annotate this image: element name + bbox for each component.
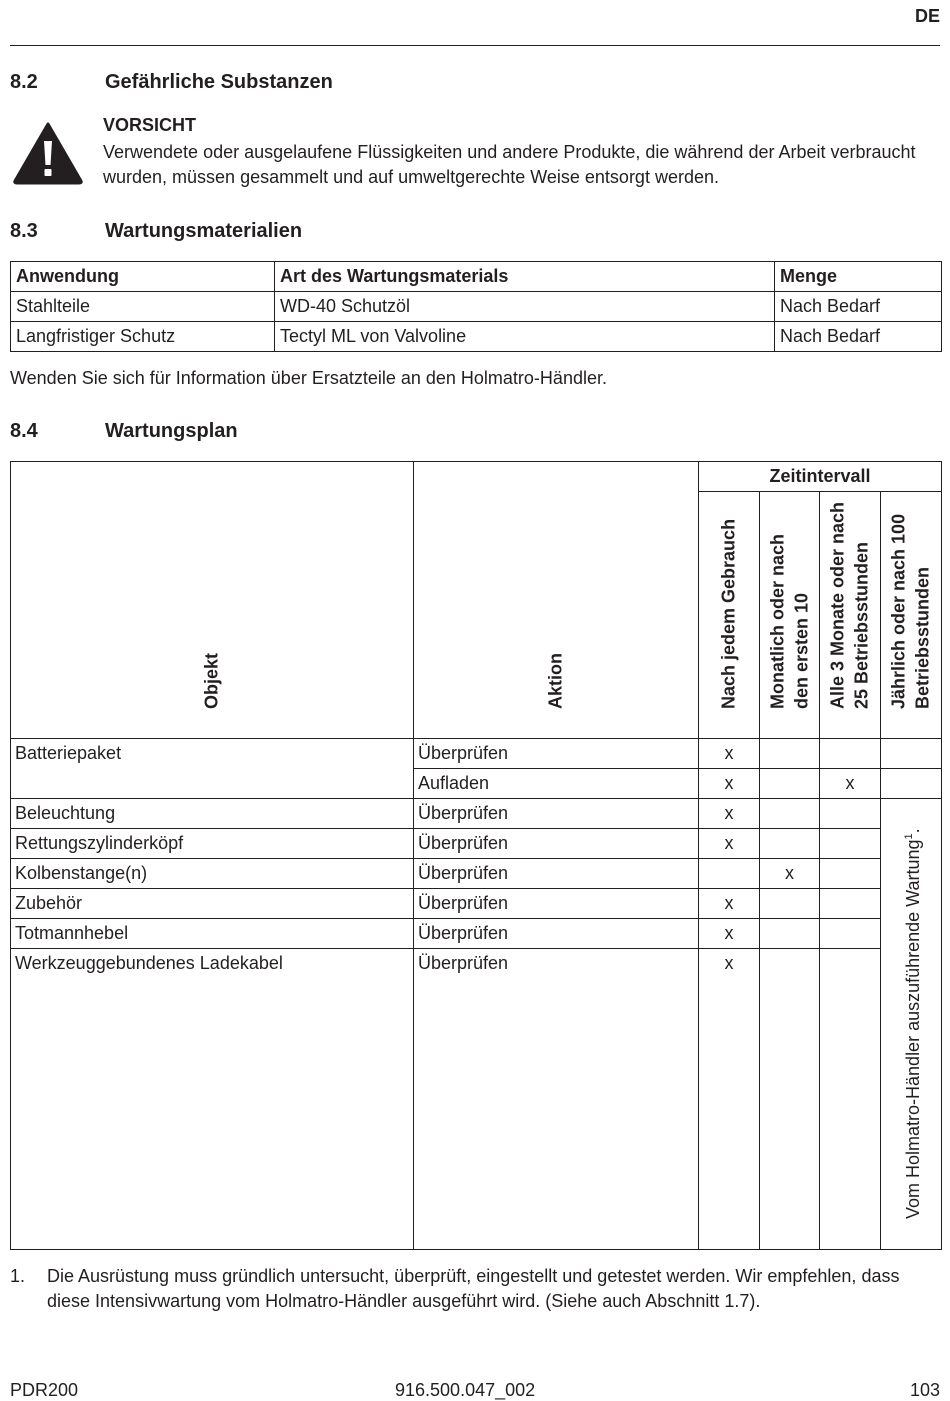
column-header-object [11,462,414,739]
mark-cell: x [820,769,881,799]
mark-cell [760,919,820,949]
interval-label: Jährlich oder nach 100 [888,513,909,709]
language-code: DE [914,6,940,26]
action-cell: Überprüfen [414,829,699,859]
mark-cell [760,769,820,799]
interval-column-header [699,492,760,739]
mark-cell [760,829,820,859]
interval-label: Betriebsstunden [912,566,933,709]
table-row [11,859,942,889]
interval-label: Nach jedem Gebrauch [718,518,739,709]
mark-cell: x [699,919,760,949]
table-row [11,322,942,352]
table-cell: WD-40 Schutzöl [275,292,775,322]
action-cell: Überprüfen [414,919,699,949]
mark-cell [820,919,881,949]
section-number: 8.4 [10,420,38,442]
mark-cell: x [760,859,820,889]
interval-header: Zeitintervall [699,462,942,492]
column-header: Anwendung [11,262,275,292]
footnote [10,1264,910,1344]
table-row [11,919,942,949]
warning-triangle-icon [12,121,84,190]
interval-column-header [820,492,881,739]
mark-cell [820,889,881,919]
mark-cell [820,739,881,769]
table-header-row [11,462,942,492]
table-cell: Tectyl ML von Valvoline [275,322,775,352]
table-row [11,829,942,859]
mark-cell: x [699,769,760,799]
interval-label: den ersten 10 [791,592,811,709]
table-row [11,292,942,322]
footer-model: PDR200 [10,1380,79,1400]
annual-note-text: Vom Holmatro-Händler auszuführende Wartung [903,839,924,1219]
column-header-label: Aktion [545,653,566,709]
warning-title: VORSICHT [103,115,197,135]
section-title: Gefährliche Substanzen [105,71,333,93]
table-row [11,739,942,769]
mark-cell: x [699,829,760,859]
action-cell: Aufladen [414,769,699,799]
column-header: Menge [775,262,942,292]
column-header-label: Objekt [201,652,222,709]
mark-cell: x [699,799,760,829]
annual-note-end: . [903,828,924,834]
action-cell: Überprüfen [414,859,699,889]
mark-cell [881,739,942,769]
footer-page-number: 103 [909,1380,940,1400]
mark-cell [820,799,881,829]
maintenance-plan-table [10,461,942,1250]
table-header-row [11,262,942,292]
column-header: Art des Wartungsmaterials [275,262,775,292]
footnote-text: Die Ausrüstung muss gründlich untersucht, überprüft, eingestellt und getestet werden. Wir empfehlen, dass diese Intensivwartung vom Holmatro-Händler ausgeführt wird. (Siehe auch Abschnitt 1.7). [47,1266,900,1311]
mark-cell: x [699,739,760,769]
action-cell: Überprüfen [414,739,699,769]
annual-maintenance-note [898,828,924,1219]
action-cell: Überprüfen [414,949,699,1250]
interval-column-header [881,492,942,739]
section-title: Wartungsmaterialien [105,220,303,242]
column-header-action [414,462,699,739]
mark-cell [699,859,760,889]
action-cell: Überprüfen [414,889,699,919]
mark-cell [820,859,881,889]
object-cell: Batteriepaket [11,739,414,799]
mark-cell [881,769,942,799]
table-cell: Stahlteile [11,292,275,322]
mark-cell: x [699,949,760,1250]
object-cell: Totmannhebel [11,919,414,949]
mark-cell [760,949,820,1250]
object-cell: Kolbenstange(n) [11,859,414,889]
annual-maintenance-note-cell [881,799,942,1250]
footer-doc-number: 916.500.047_002 [395,1380,536,1400]
warning-text: Verwendete oder ausgelaufene Flüssigkeiten und andere Produkte, die während der Arbeit verbraucht wurden, müssen gesammelt und auf umweltgerechte Weise entsorgt werden. [103,142,916,187]
object-cell: Beleuchtung [11,799,414,829]
mark-cell [820,829,881,859]
section-heading-8-3 [10,220,510,246]
interval-label: Alle 3 Monate oder nach [827,501,848,709]
interval-label: Monatlich oder nach [767,533,787,709]
mark-cell [760,889,820,919]
section-heading-8-4 [10,420,510,446]
object-cell: Werkzeuggebundenes Ladekabel [11,949,414,1250]
table-cell: Langfristiger Schutz [11,322,275,352]
footnote-number: 1. [10,1266,26,1286]
mark-cell [760,739,820,769]
mark-cell: x [699,889,760,919]
section-title: Wartungsplan [105,420,238,442]
spare-parts-note: Wenden Sie sich für Information über Ersatzteile an den Holmatro-Händler. [10,368,607,388]
table-cell: Nach Bedarf [775,292,942,322]
header-divider [10,45,940,46]
table-row [11,889,942,919]
section-number: 8.2 [10,71,38,93]
table-row [11,799,942,829]
materials-table [10,261,942,352]
section-number: 8.3 [10,220,38,242]
mark-cell [820,949,881,1250]
action-cell: Überprüfen [414,799,699,829]
section-heading-8-2 [10,71,510,97]
table-cell: Nach Bedarf [775,322,942,352]
interval-column-header [760,492,820,739]
interval-label: 25 Betriebsstunden [851,541,872,709]
object-cell: Zubehör [11,889,414,919]
footnote-ref: 1 [903,833,916,840]
object-cell: Rettungszylinderköpf [11,829,414,859]
mark-cell [760,799,820,829]
table-row [11,949,942,1250]
